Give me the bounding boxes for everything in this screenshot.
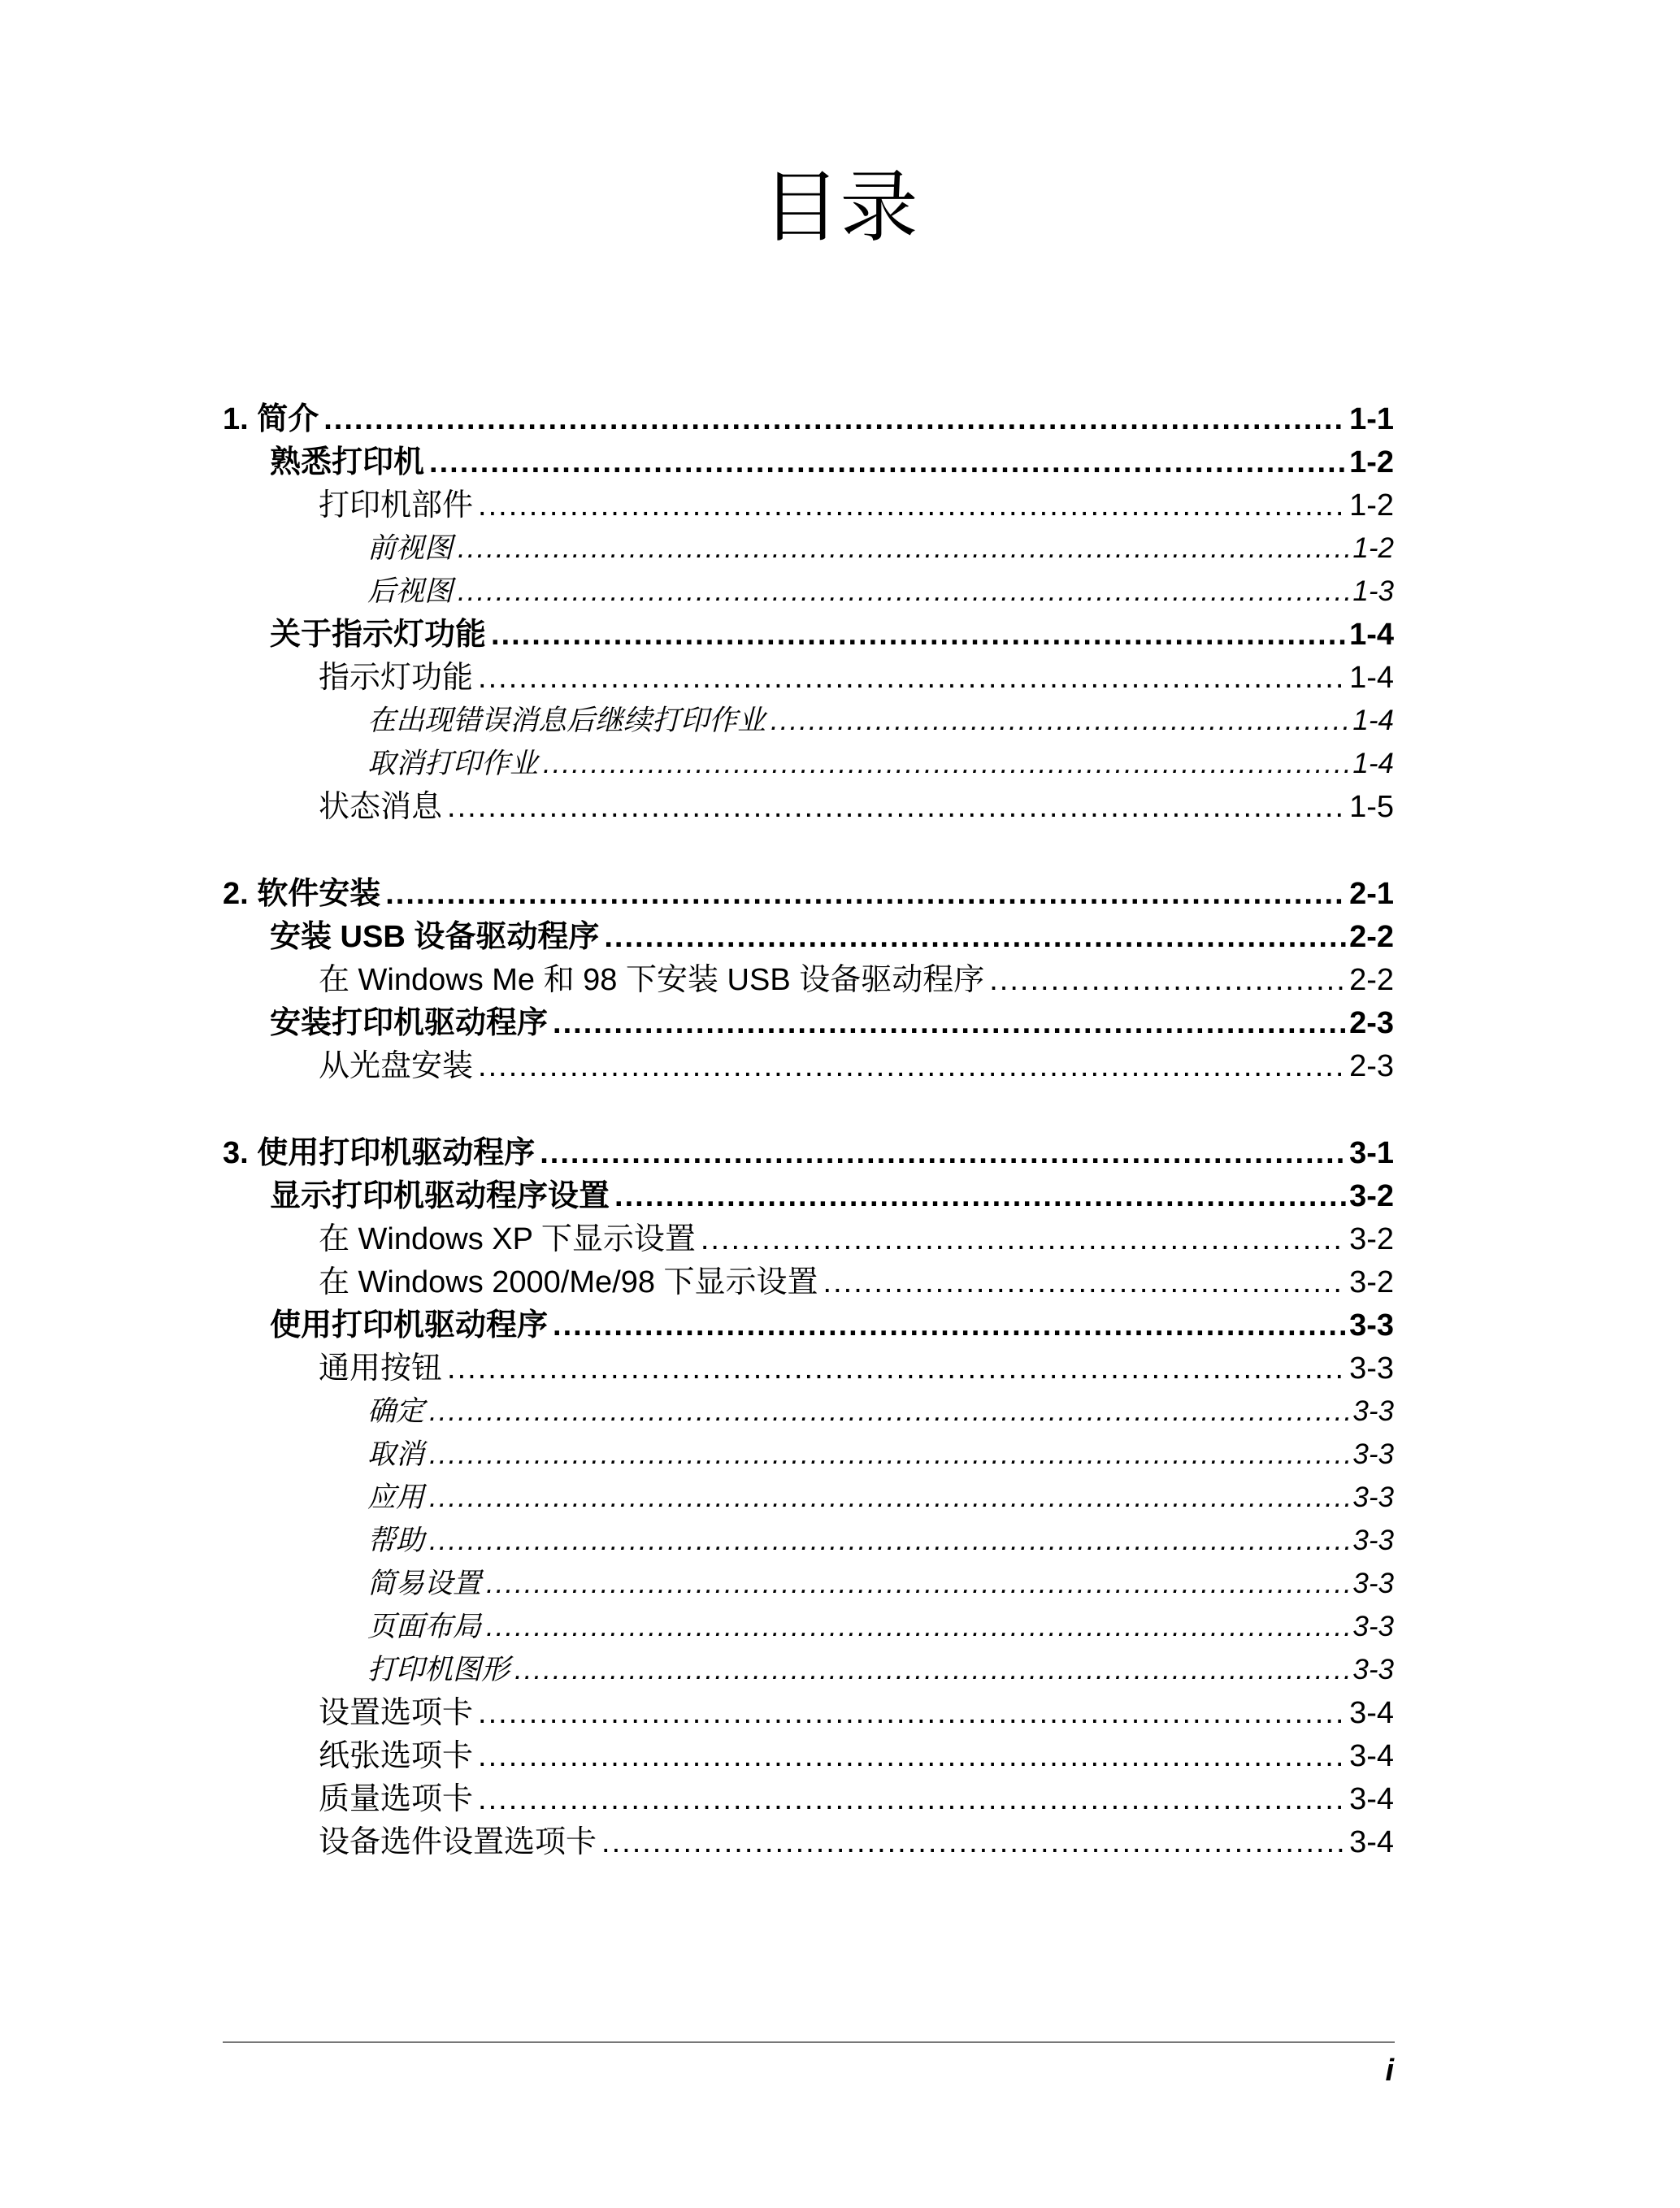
toc-entry[interactable] [270,1175,1394,1217]
toc-entry-page: 3-4 [1349,1782,1394,1816]
toc-entry-title: 简易设置 [367,1568,482,1599]
toc-entry-title: 指示灯功能 [319,661,474,695]
toc-dot-leader [601,1821,1346,1863]
toc-entry-page: 1-5 [1349,790,1394,824]
toc-entry-page: 3-4 [1349,1696,1394,1730]
toc-entry[interactable] [319,1778,1394,1820]
toc-entry-title: 3. 使用打印机驱动程序 [223,1136,536,1170]
toc-entry-title: 从光盘安装 [319,1049,474,1083]
toc-dot-leader [385,873,1346,915]
toc-entry[interactable] [367,570,1394,613]
toc-entry[interactable] [319,959,1394,1001]
toc-entry-title: 熟悉打印机 [270,445,425,479]
toc-entry[interactable] [223,1132,1394,1174]
toc-entry[interactable] [367,1477,1394,1519]
toc-entry-page: 3-3 [1352,1481,1394,1513]
toc-dot-leader [478,1045,1346,1087]
toc-dot-leader [458,527,1349,570]
toc-entry-title: 设置选项卡 [319,1696,474,1730]
toc-entry-title: 显示打印机驱动程序设置 [270,1179,610,1213]
toc-entry[interactable] [367,700,1394,742]
toc-entry[interactable] [319,1347,1394,1390]
toc-entry[interactable] [367,1520,1394,1562]
toc-dot-leader [478,484,1346,527]
toc-entry[interactable] [270,916,1394,958]
toc-entry[interactable] [367,527,1394,570]
toc-dot-leader [458,570,1349,613]
toc-dot-leader [771,700,1349,742]
toc-entry-page: 3-3 [1352,1525,1394,1556]
toc-entry-page: 1-4 [1352,748,1394,779]
toc-entry[interactable] [270,614,1394,656]
toc-dot-leader [323,398,1346,440]
toc-dot-leader [701,1218,1346,1260]
toc-dot-leader [543,743,1349,785]
toc-entry-page: 3-3 [1352,1568,1394,1599]
toc-dot-leader [478,1692,1346,1734]
toc-entry[interactable] [367,1606,1394,1648]
toc-entry-page: 3-3 [1352,1438,1394,1470]
toc-entry-title: 纸张选项卡 [319,1739,474,1773]
toc-entry[interactable] [319,1735,1394,1777]
toc-entry[interactable] [319,1261,1394,1304]
toc-entry-title: 在 Windows XP 下显示设置 [319,1222,696,1256]
toc-dot-leader [429,1477,1349,1519]
toc-entry[interactable] [319,484,1394,527]
toc-entry[interactable] [367,743,1394,785]
toc-entry-page: 3-1 [1349,1136,1394,1170]
toc-entry-title: 打印机图形 [367,1654,510,1685]
toc-entry[interactable] [270,1002,1394,1044]
toc-entry-page: 1-4 [1349,661,1394,695]
toc-dot-leader [429,1434,1349,1476]
footer-divider [223,2041,1395,2043]
toc-entry-title: 状态消息 [319,790,443,824]
toc-dot-leader [553,1304,1346,1347]
toc-dot-leader [429,441,1346,484]
toc-entry-title: 取消 [367,1438,425,1470]
toc-entry-page: 1-2 [1349,488,1394,523]
toc-dot-leader [823,1261,1347,1304]
toc-entry-title: 通用按钮 [319,1351,443,1386]
toc-entry-title: 设备选件设置选项卡 [319,1825,597,1859]
toc-entry-page: 3-3 [1352,1395,1394,1427]
toc-entry[interactable] [367,1563,1394,1605]
toc-entry-page: 1-2 [1349,445,1394,479]
toc-entry-page: 3-4 [1349,1739,1394,1773]
toc-entry-page: 2-2 [1349,963,1394,997]
page-title: 目录 [762,162,918,253]
toc-entry-page: 2-3 [1349,1006,1394,1040]
toc-entry-page: 2-3 [1349,1049,1394,1083]
toc-entry[interactable] [319,1218,1394,1260]
toc-dot-leader [553,1002,1346,1044]
toc-entry-page: 3-2 [1349,1265,1394,1299]
toc-entry-title: 在 Windows 2000/Me/98 下显示设置 [319,1265,818,1299]
toc-entry-page: 1-4 [1352,705,1394,736]
toc-entry-title: 质量选项卡 [319,1782,474,1816]
toc-dot-leader [486,1563,1349,1605]
toc-entry-title: 应用 [367,1481,425,1513]
toc-dot-leader [514,1649,1349,1691]
toc-dot-leader [478,1778,1346,1820]
toc-entry[interactable] [319,1045,1394,1087]
toc-dot-leader [614,1175,1346,1217]
toc-entry[interactable] [367,1390,1394,1433]
toc-dot-leader [486,1606,1349,1648]
toc-entry-page: 3-2 [1349,1222,1394,1256]
toc-dot-leader [478,657,1346,699]
toc-entry-title: 安装 USB 设备驱动程序 [270,920,600,954]
toc-entry-page: 3-3 [1352,1654,1394,1685]
toc-entry-title: 在出现错误消息后继续打印作业 [367,705,766,736]
toc-entry[interactable] [319,786,1394,828]
toc-entry-title: 前视图 [367,532,454,564]
toc-entry-page: 3-3 [1349,1351,1394,1386]
toc-entry[interactable] [319,1692,1394,1734]
toc-entry-title: 2. 软件安装 [223,877,381,911]
toc-entry[interactable] [223,873,1394,915]
toc-dot-leader [447,786,1346,828]
toc-dot-leader [989,959,1346,1001]
toc-entry-title: 帮助 [367,1525,425,1556]
toc-entry[interactable] [367,1434,1394,1476]
toc-dot-leader [491,614,1346,656]
toc-entry-page: 2-2 [1349,920,1394,954]
toc-entry-page: 3-4 [1349,1825,1394,1859]
toc-entry[interactable] [367,1649,1394,1691]
toc-entry-page: 1-1 [1349,402,1394,436]
toc-dot-leader [447,1347,1346,1390]
toc-entry-title: 取消打印作业 [367,748,539,779]
toc-entry[interactable] [223,398,1394,440]
toc-entry-page: 1-2 [1352,532,1394,564]
toc-dot-leader [429,1390,1349,1433]
toc-dot-leader [478,1735,1346,1777]
toc-dot-leader [604,916,1346,958]
toc-entry-title: 1. 简介 [223,402,319,436]
toc-entry[interactable] [270,441,1394,484]
toc-entry-page: 1-3 [1352,575,1394,607]
footer-page-number: i [1385,2054,1394,2088]
toc-entry-title: 打印机部件 [319,488,474,523]
toc-entry-page: 3-2 [1349,1179,1394,1213]
toc-entry[interactable] [270,1304,1394,1347]
toc-entry-title: 确定 [367,1395,425,1427]
toc-dot-leader [429,1520,1349,1562]
toc-entry-title: 关于指示灯功能 [270,618,487,652]
toc-entry-page: 3-3 [1349,1308,1394,1343]
toc-entry[interactable] [319,1821,1394,1863]
toc-dot-leader [540,1132,1346,1174]
toc-entry-title: 安装打印机驱动程序 [270,1006,549,1040]
toc-entry-title: 使用打印机驱动程序 [270,1308,549,1343]
toc-entry-page: 3-3 [1352,1611,1394,1642]
toc-entry[interactable] [319,657,1394,699]
toc-entry-title: 后视图 [367,575,454,607]
toc-entry-page: 1-4 [1349,618,1394,652]
toc-entry-page: 2-1 [1349,877,1394,911]
toc-entry-title: 页面布局 [367,1611,482,1642]
toc-entry-title: 在 Windows Me 和 98 下安装 USB 设备驱动程序 [319,963,985,997]
